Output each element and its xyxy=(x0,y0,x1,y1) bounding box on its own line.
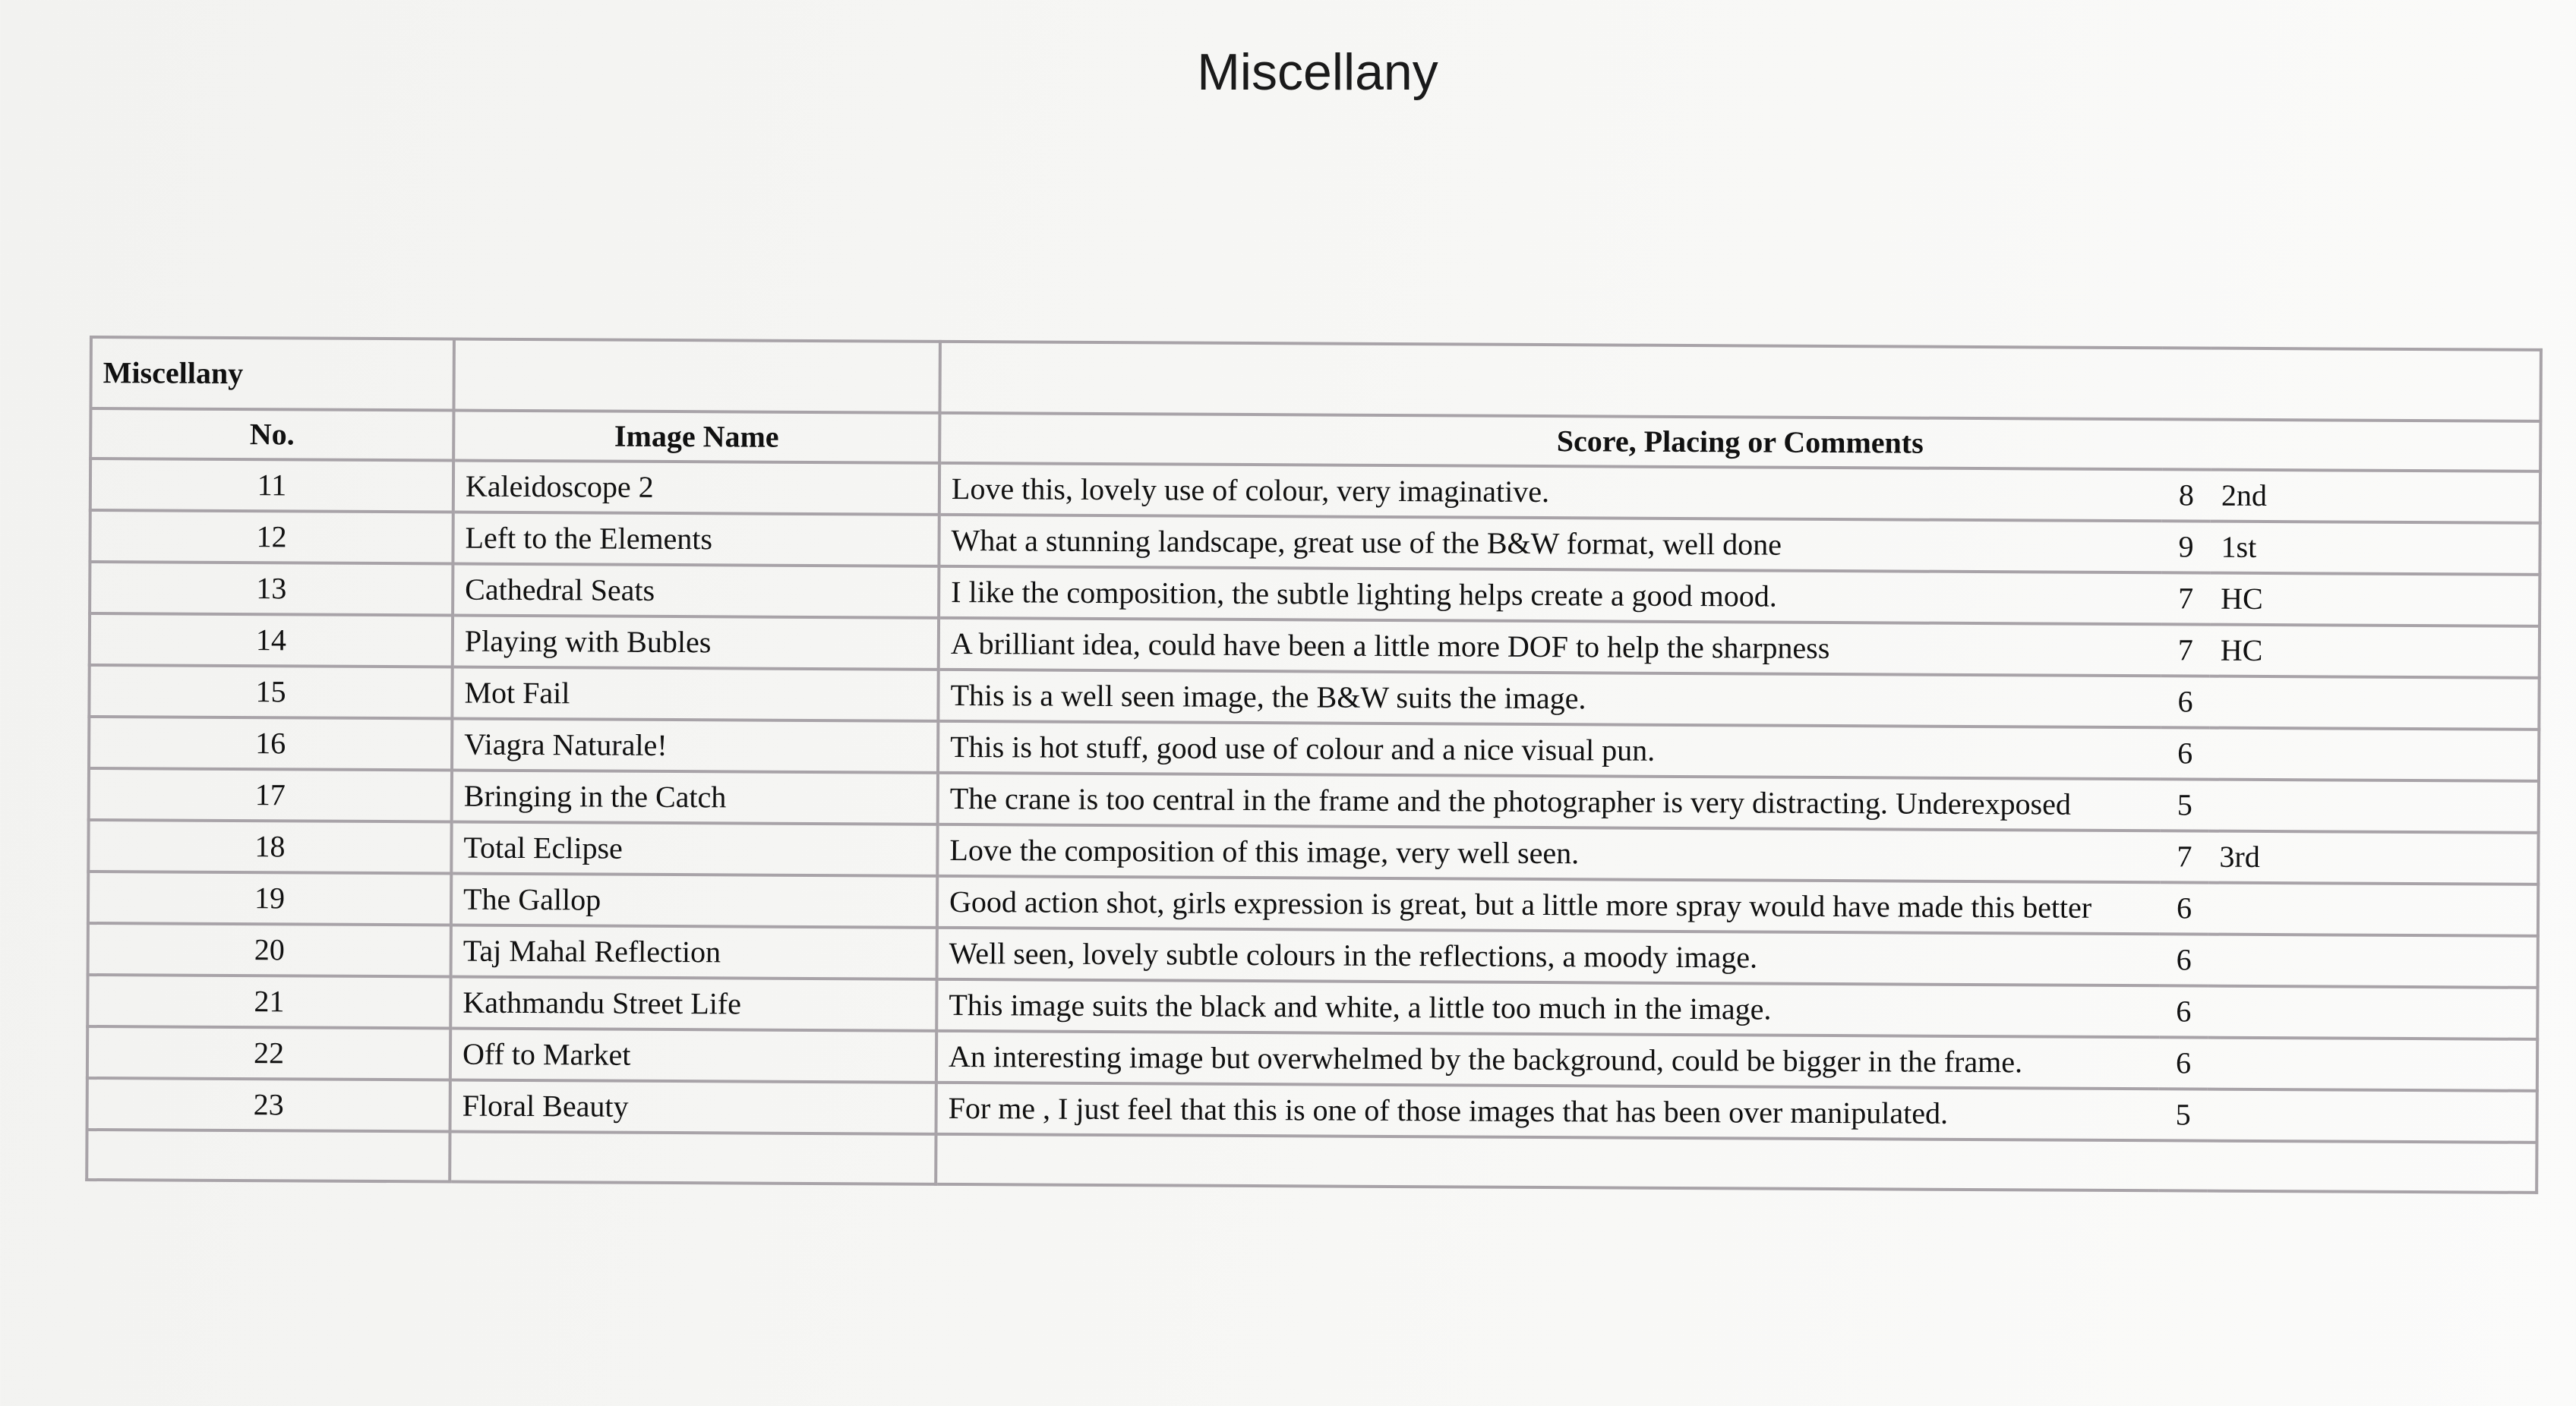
entry-comment: The crane is too central in the frame and the photographer is very distracting. Underexposed xyxy=(938,773,2161,831)
entry-image-name: Floral Beauty xyxy=(450,1080,936,1133)
entry-image-name: Kaleidoscope 2 xyxy=(453,461,939,515)
entry-comment: Love this, lovely use of colour, very imaginative. xyxy=(939,463,2162,521)
entry-placing: HC xyxy=(2210,625,2540,678)
entry-number: 13 xyxy=(90,562,453,616)
entry-image-name: Bringing in the Catch xyxy=(452,771,938,824)
entry-score: 5 xyxy=(2158,1089,2207,1140)
entry-score: 6 xyxy=(2160,934,2208,985)
entry-score: 7 xyxy=(2160,831,2208,882)
entry-number: 23 xyxy=(87,1078,450,1132)
entry-image-name: Cathedral Seats xyxy=(453,564,939,618)
entry-comment: This is hot stuff, good use of colour and a nice visual pun. xyxy=(938,721,2161,779)
entry-score: 9 xyxy=(2161,521,2210,572)
empty-cell xyxy=(87,1130,450,1182)
entry-comment: An interesting image but overwhelmed by the background, could be bigger in the frame. xyxy=(936,1031,2159,1089)
entry-number: 15 xyxy=(89,665,452,719)
entry-score: 5 xyxy=(2161,779,2209,831)
entry-number: 11 xyxy=(90,459,453,512)
entry-image-name: The Gallop xyxy=(451,874,937,928)
entry-image-name: Viagra Naturale! xyxy=(452,719,938,773)
entry-placing xyxy=(2208,935,2538,988)
empty-cell xyxy=(936,1134,2537,1193)
entry-placing: 2nd xyxy=(2211,470,2540,523)
entry-placing xyxy=(2209,728,2539,781)
entry-comment: For me , I just feel that this is one of those images that has been over manipulated. xyxy=(936,1083,2159,1140)
entry-number: 16 xyxy=(89,717,452,771)
entry-placing: HC xyxy=(2210,573,2540,626)
entry-score: 7 xyxy=(2161,624,2210,676)
entry-number: 21 xyxy=(87,975,450,1029)
title-row-empty-cell xyxy=(453,339,939,413)
entry-number: 20 xyxy=(88,923,451,977)
entry-number: 18 xyxy=(88,820,451,874)
entry-score: 6 xyxy=(2159,985,2208,1037)
entry-image-name: Off to Market xyxy=(450,1029,936,1083)
entry-placing xyxy=(2208,1038,2537,1091)
empty-cell xyxy=(450,1131,936,1184)
header-image-name: Image Name xyxy=(453,411,939,463)
entry-score: 8 xyxy=(2162,469,2211,521)
table-title-row xyxy=(90,337,2540,421)
entry-comment: This is a well seen image, the B&W suits the image. xyxy=(938,670,2161,727)
entry-image-name: Total Eclipse xyxy=(451,822,937,876)
table-title: Miscellany xyxy=(90,337,453,411)
entry-score: 6 xyxy=(2161,676,2209,727)
entry-score: 6 xyxy=(2159,1037,2208,1089)
entry-comment: A brilliant idea, could have been a little more DOF to help the sharpness xyxy=(939,618,2161,676)
entry-score: 6 xyxy=(2160,882,2208,934)
entry-comment: Well seen, lovely subtle colours in the reflections, a moody image. xyxy=(937,928,2160,985)
entry-placing xyxy=(2209,676,2539,730)
entry-number: 19 xyxy=(88,872,451,925)
entry-image-name: Mot Fail xyxy=(452,667,938,721)
entry-number: 14 xyxy=(90,613,453,667)
entry-image-name: Left to the Elements xyxy=(453,512,939,566)
entry-placing xyxy=(2208,986,2537,1039)
entry-placing xyxy=(2207,1089,2537,1143)
entry-image-name: Taj Mahal Reflection xyxy=(451,925,937,979)
entry-placing xyxy=(2209,780,2539,833)
title-row-empty-cell xyxy=(939,342,2540,421)
header-comments: Score, Placing or Comments xyxy=(939,413,2540,471)
entry-placing: 1st xyxy=(2210,522,2540,575)
entry-placing xyxy=(2208,883,2538,936)
entry-score: 6 xyxy=(2161,727,2209,779)
entry-image-name: Playing with Bubles xyxy=(453,616,939,670)
entry-comment: Good action shot, girls expression is great, but a little more spray would have made this better xyxy=(937,876,2160,934)
entry-number: 17 xyxy=(89,768,452,822)
entry-number: 22 xyxy=(87,1026,450,1080)
entry-comment: Love the composition of this image, very well seen. xyxy=(937,824,2160,882)
entry-placing: 3rd xyxy=(2208,831,2538,884)
entry-number: 12 xyxy=(90,510,453,564)
entry-image-name: Kathmandu Street Life xyxy=(450,977,936,1031)
page-title: Miscellany xyxy=(1197,43,1438,101)
results-table xyxy=(85,336,2543,1194)
entry-comment: What a stunning landscape, great use of the B&W format, well done xyxy=(939,515,2161,572)
header-number: No. xyxy=(90,408,453,461)
entry-comment: I like the composition, the subtle lighting helps create a good mood. xyxy=(939,566,2161,624)
entry-score: 7 xyxy=(2161,572,2210,624)
entry-comment: This image suits the black and white, a little too much in the image. xyxy=(936,979,2159,1037)
